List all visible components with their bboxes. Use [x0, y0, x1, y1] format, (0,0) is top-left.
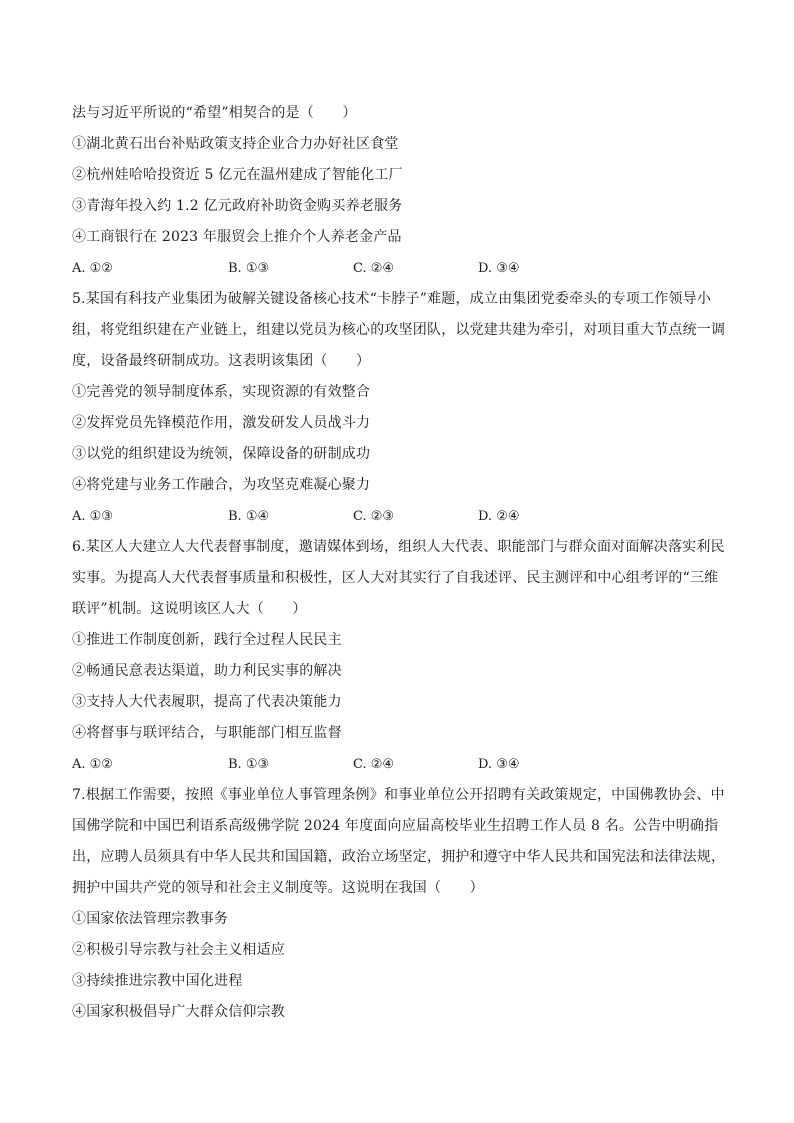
- option-d: D. ③④: [478, 757, 520, 772]
- statement-4: ④国家积极倡导广大群众信仰宗教: [72, 1004, 285, 1020]
- statement-3: ③持续推进宗教中国化进程: [72, 973, 243, 989]
- question-stem-line: 联评”机制。这说明该区人大（ ）: [72, 601, 307, 617]
- statement-4: ④将党建与业务工作融合，为攻坚克难凝心聚力: [72, 477, 371, 493]
- statement-4: ④工商银行在 2023 年服贸会上推介个人养老金产品: [72, 229, 402, 245]
- statement-3: ③以党的组织建设为统领，保障设备的研制成功: [72, 446, 371, 462]
- question-stem-line: 5.某国有科技产业集团为破解关键设备核心技术“卡脖子”难题，成立由集团党委牵头的专项工作领导小: [72, 291, 712, 307]
- option-b: B. ①④: [228, 509, 270, 524]
- exam-page: [72, 98, 732, 1028]
- question-stem-line: 度，设备最终研制成功。这表明该集团（ ）: [72, 353, 371, 369]
- statement-3: ③青海年投入约 1.2 亿元政府补助资金购买养老服务: [72, 198, 403, 214]
- question-stem-line: 出，应聘人员须具有中华人民共和国国籍，政治立场坚定，拥护和遵守中华人民共和国宪法和法律法规，: [72, 849, 726, 865]
- question-4: [72, 98, 732, 284]
- question-5: [72, 284, 732, 532]
- statement-1: ①完善党的领导制度体系，实现资源的有效整合: [72, 384, 371, 400]
- question-stem-line: 7.根据工作需要，按照《事业单位人事管理条例》和事业单位公开招聘有关政策规定，中国佛教协会、中: [72, 787, 725, 803]
- statement-1: ①国家依法管理宗教事务: [72, 911, 229, 927]
- statement-4: ④将督事与联评结合，与职能部门相互监督: [72, 725, 342, 741]
- question-stem-line: 国佛学院和中国巴利语系高级佛学院 2024 年度面向应届高校毕业生招聘工作人员 8 名。公告中明确指: [72, 818, 719, 834]
- statement-2: ②杭州娃哈哈投资近 5 亿元在温州建成了智能化工厂: [72, 167, 403, 183]
- answer-options: [72, 501, 732, 532]
- option-a: A. ①③: [72, 509, 113, 524]
- statement-2: ②发挥党员先锋模范作用，激发研发人员战斗力: [72, 415, 371, 431]
- statement-1: ①湖北黄石出台补贴政策支持企业合力办好社区食堂: [72, 136, 399, 152]
- statement-2: ②积极引导宗教与社会主义相适应: [72, 942, 285, 958]
- option-b: B. ①③: [228, 261, 270, 276]
- question-stem-line: 拥护中国共产党的领导和社会主义制度等。这说明在我国（ ）: [72, 880, 484, 896]
- option-d: D. ③④: [478, 261, 520, 276]
- statement-1: ①推进工作制度创新，践行全过程人民民主: [72, 632, 342, 648]
- option-a: A. ①②: [72, 261, 113, 276]
- answer-options: [72, 253, 732, 284]
- option-c: C. ②④: [353, 261, 395, 276]
- option-b: B. ①③: [228, 757, 270, 772]
- question-stem: 法与习近平所说的“希望”相契合的是（ ）: [72, 105, 357, 121]
- option-a: A. ①②: [72, 757, 113, 772]
- option-c: C. ②④: [353, 757, 395, 772]
- question-stem-line: 6.某区人大建立人大代表督事制度，邀请媒体到场，组织人大代表、职能部门与群众面对面解决落实利民: [72, 539, 725, 555]
- question-6: [72, 532, 732, 780]
- question-stem-line: 组，将党组织建在产业链上，组建以党员为核心的攻坚团队，以党建共建为牵引，对项目重大节点统一调: [72, 322, 726, 338]
- option-c: C. ②③: [353, 509, 395, 524]
- option-d: D. ②④: [478, 509, 520, 524]
- question-stem-line: 实事。为提高人大代表督事质量和积极性，区人大对其实行了自我述评、民主测评和中心组考评的“三维: [72, 570, 719, 586]
- question-7: [72, 780, 732, 1028]
- statement-3: ③支持人大代表履职，提高了代表决策能力: [72, 694, 342, 710]
- answer-options: [72, 749, 732, 780]
- statement-2: ②畅通民意表达渠道，助力利民实事的解决: [72, 663, 342, 679]
